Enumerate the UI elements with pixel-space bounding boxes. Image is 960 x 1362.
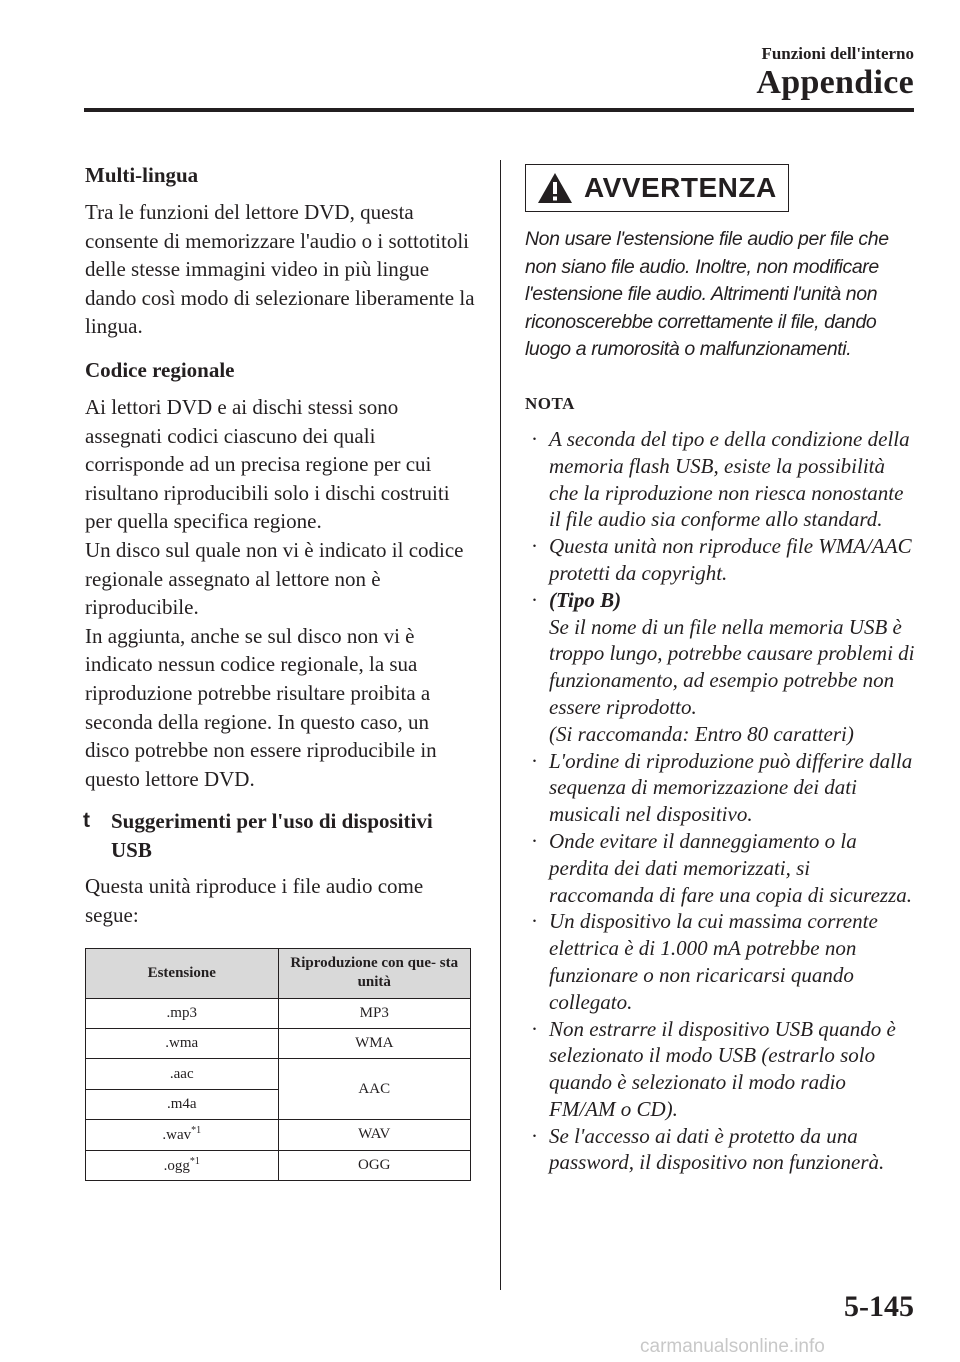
table-row <box>86 1029 471 1059</box>
warning-text: Non usare l'estensione file audio per file che non siano file audio. Inoltre, non modificare l'estensione file audio. Altrimenti l'unità non riconoscerebbe correttamente il file, dando luogo a rumorosità o malfunzionamenti. <box>525 228 889 361</box>
note-extra: (Si raccomanda: Entro 80 caratteri) <box>549 721 854 746</box>
bullet: · <box>531 1016 538 1041</box>
usb-section-intro: Questa unità riproduce i file audio come segue: <box>85 874 424 928</box>
right-column <box>525 164 915 1176</box>
bullet: · <box>531 534 538 559</box>
region-code-heading: Codice regionale <box>85 357 235 382</box>
list-item <box>525 1016 915 1123</box>
nota-label: NOTA <box>525 393 575 413</box>
note-text: Questa unità non riproduce file WMA/AAC protetti da copyright. <box>549 534 912 585</box>
header-rule <box>84 108 914 112</box>
list-item <box>525 1123 915 1177</box>
cell-format: OGG <box>278 1150 471 1180</box>
region-code-para-3: In aggiunta, anche se sul disco non vi è indicato nessun codice regionale, la sua riproduzione potrebbe risultare proibita a seconda della regione. In questo caso, un disco potrebbe non essere riproducibile in questo lettore DVD. <box>85 623 437 791</box>
footnote-mark: *1 <box>189 1155 200 1167</box>
audio-format-table <box>85 948 471 1181</box>
cell-format: MP3 <box>278 998 471 1028</box>
table-header-row <box>86 948 471 998</box>
multi-lingua-text: Tra le funzioni del lettore DVD, questa consente di memorizzare l'audio o i sottotitoli delle stesse immagini video in più lingue dando così modo di selezionare liberamente la lingua. <box>85 200 475 339</box>
table-row <box>86 998 471 1028</box>
note-text: A seconda del tipo e della condizione della memoria flash USB, esiste la possibilità che la riproduzione non riesca nonostante il file audio sia conforme allo standard. <box>549 426 910 532</box>
warning-box <box>525 164 789 212</box>
bullet: · <box>531 587 538 612</box>
note-text: Un dispositivo la cui massima corrente elettrica è di 1.000 mA potrebbe non funzionare o non ricaricarsi quando collegato. <box>549 909 878 1014</box>
note-type-label: (Tipo B) <box>549 587 622 612</box>
notes-list <box>525 426 915 1176</box>
cell-extension <box>86 1150 279 1180</box>
cell-extension: .wma <box>86 1029 279 1059</box>
bullet: · <box>531 828 538 853</box>
list-item <box>525 828 915 908</box>
page-number: 5-145 <box>844 1290 914 1323</box>
section-marker: t <box>83 809 90 833</box>
bullet: · <box>531 1123 538 1148</box>
header-title: Appendice <box>756 64 914 101</box>
usb-section-heading <box>83 807 475 864</box>
header-subtitle: Funzioni dell'interno <box>761 44 914 63</box>
left-column <box>85 160 475 1181</box>
bullet: · <box>531 748 538 773</box>
cell-extension: .aac <box>86 1059 279 1089</box>
cell-format: WAV <box>278 1120 471 1150</box>
list-item <box>525 587 915 748</box>
multi-lingua-heading: Multi-lingua <box>85 163 199 187</box>
note-text: Se l'accesso ai dati è protetto da una password, il dispositivo non funzionerà. <box>549 1123 885 1175</box>
watermark: carmanualsonline.info <box>640 1336 825 1357</box>
extension-text: .ogg <box>163 1157 190 1174</box>
column-header-playback: Riproduzione con que- sta unità <box>278 948 471 998</box>
column-header-extension: Estensione <box>86 948 279 998</box>
cell-format: WMA <box>278 1029 471 1059</box>
cell-extension: .m4a <box>86 1089 279 1119</box>
bullet: · <box>531 426 538 451</box>
bullet: · <box>531 909 538 934</box>
column-divider <box>500 160 501 1290</box>
region-code-para-2: Un disco sul quale non vi è indicato il codice regionale assegnato al lettore non è riproducibile. <box>85 537 464 620</box>
list-item <box>525 748 915 828</box>
region-code-para-1: Ai lettori DVD e ai dischi stessi sono assegnati codici ciascuno dei quali corrisponde ad un precisa regione per cui risultano riproducibili solo i dischi costruiti per quella specifica regione. <box>85 394 450 534</box>
table-row <box>86 1150 471 1180</box>
usb-section-title: Suggerimenti per l'uso di dispositivi USB <box>111 809 433 862</box>
note-text: Onde evitare il danneggiamento o la perdita dei dati memorizzati, si raccomanda di fare una copia di sicurezza. <box>549 828 912 907</box>
list-item <box>525 908 915 1015</box>
list-item <box>525 533 915 587</box>
table-row <box>86 1120 471 1150</box>
footnote-mark: *1 <box>191 1125 202 1137</box>
note-text: Se il nome di un file nella memoria USB è troppo lungo, potrebbe causare problemi di funzionamento, ad esempio potrebbe non essere riprodotto. <box>549 614 915 719</box>
table-row <box>86 1059 471 1089</box>
note-text: L'ordine di riproduzione può differire dalla sequenza di memorizzazione dei dati musicali nel dispositivo. <box>549 748 913 827</box>
cell-format: AAC <box>278 1059 471 1120</box>
note-text: Non estrarre il dispositivo USB quando è selezionato il modo USB (estrarlo solo quando è selezionato il modo radio FM/AM o CD). <box>549 1016 896 1121</box>
list-item <box>525 426 915 533</box>
extension-text: .wav <box>162 1127 192 1144</box>
warning-triangle-icon <box>536 171 574 205</box>
warning-title: AVVERTENZA <box>584 172 777 203</box>
cell-extension <box>86 1120 279 1150</box>
cell-extension: .mp3 <box>86 998 279 1028</box>
